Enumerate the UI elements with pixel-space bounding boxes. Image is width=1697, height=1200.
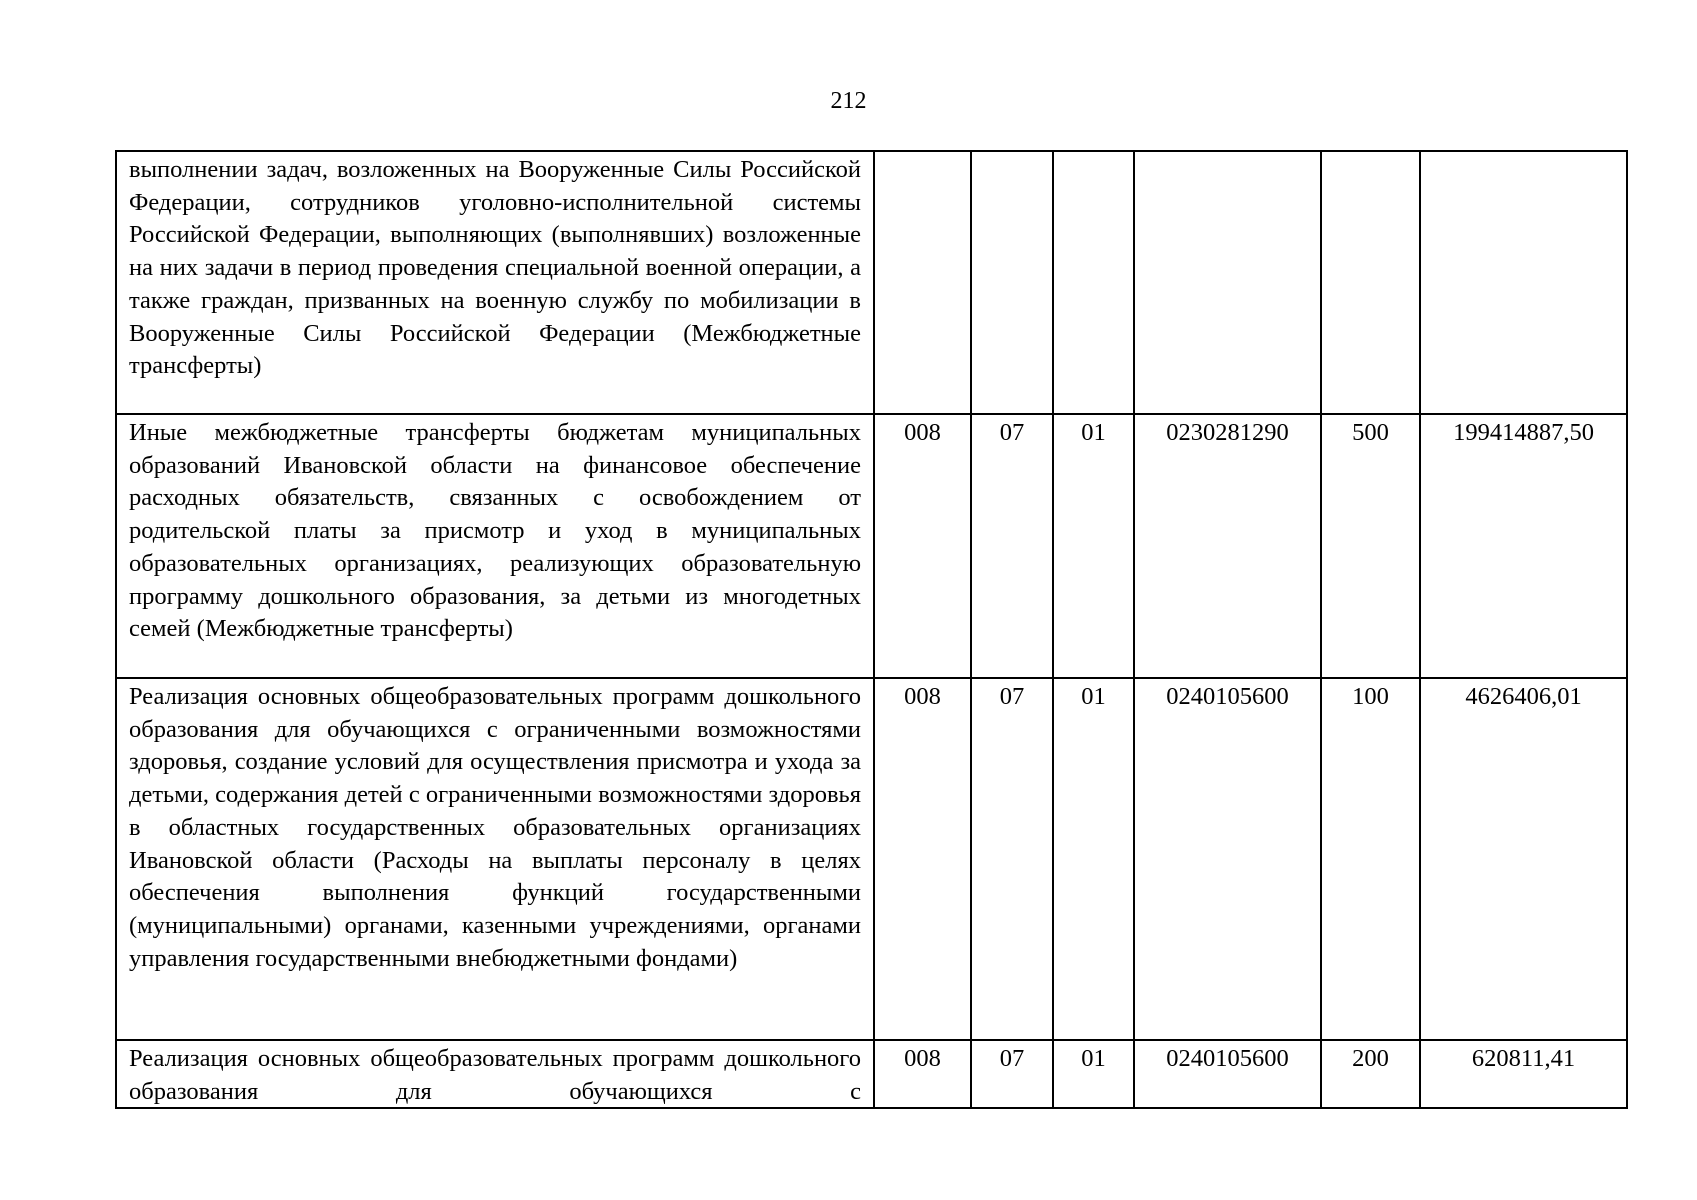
section-code-cell: 07 [971, 1040, 1053, 1108]
expense-type-cell: 500 [1321, 414, 1420, 678]
expense-type-cell: 100 [1321, 678, 1420, 1040]
ministry-code-cell: 008 [874, 1040, 971, 1108]
budget-table [115, 150, 1628, 1109]
ministry-code-cell [874, 151, 971, 414]
subsection-code-cell [1053, 151, 1134, 414]
ministry-code-cell: 008 [874, 678, 971, 1040]
target-article-cell: 0240105600 [1134, 1040, 1321, 1108]
description-cell: Иные межбюджетные трансферты бюджетам муниципальных образований Ивановской области на финансовое обеспечение расходных обязательств, связанных с освобождением от родительской платы за присмотр и уход в муниципальных образовательных организациях, реализующих образовательную программу дошкольного образования, за детьми из многодетных семей (Межбюджетные трансферты) [116, 414, 874, 678]
section-code-cell [971, 151, 1053, 414]
table-row [116, 678, 1627, 1040]
table-row [116, 414, 1627, 678]
ministry-code-cell: 008 [874, 414, 971, 678]
amount-cell [1420, 151, 1627, 414]
amount-cell: 199414887,50 [1420, 414, 1627, 678]
table-row [116, 151, 1627, 414]
description-cell: Реализация основных общеобразовательных программ дошкольного образования для обучающихся с ограниченными возможностями здоровья, создание условий для осуществления присмотра и ухода за детьми, содержания детей с ограниченными возможностями здоровья в областных государственных образовательных организациях Ивановской области (Расходы на выплаты персоналу в целях обеспечения выполнения функций государственными (муниципальными) органами, казенными учреждениями, органами управления государственными внебюджетными фондами) [116, 678, 874, 1040]
target-article-cell: 0240105600 [1134, 678, 1321, 1040]
target-article-cell [1134, 151, 1321, 414]
subsection-code-cell: 01 [1053, 414, 1134, 678]
page-number: 212 [830, 88, 867, 114]
expense-type-cell: 200 [1321, 1040, 1420, 1108]
section-code-cell: 07 [971, 678, 1053, 1040]
description-text: Реализация основных общеобразовательных программ дошкольного образования для обучающихся с [129, 1045, 861, 1105]
expense-type-cell [1321, 151, 1420, 414]
description-cell [116, 1040, 874, 1108]
table-row [116, 1040, 1627, 1108]
amount-cell: 620811,41 [1420, 1040, 1627, 1108]
subsection-code-cell: 01 [1053, 678, 1134, 1040]
subsection-code-cell: 01 [1053, 1040, 1134, 1108]
target-article-cell: 0230281290 [1134, 414, 1321, 678]
description-cell: выполнении задач, возложенных на Вооруженные Силы Российской Федерации, сотрудников уголовно-исполнительной системы Российской Федерации, выполняющих (выполнявших) возложенные на них задачи в период проведения специальной военной операции, а также граждан, призванных на военную службу по мобилизации в Вооруженные Силы Российской Федерации (Межбюджетные трансферты) [116, 151, 874, 414]
amount-cell: 4626406,01 [1420, 678, 1627, 1040]
section-code-cell: 07 [971, 414, 1053, 678]
